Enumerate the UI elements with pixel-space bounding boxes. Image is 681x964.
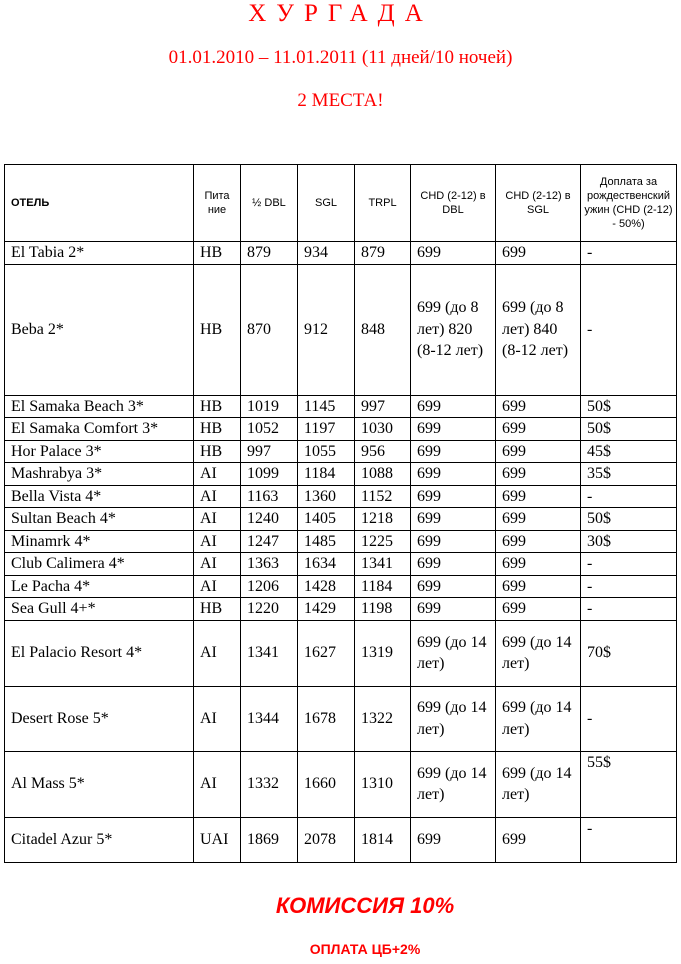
table-row [5,530,677,553]
cell-board: HB [194,264,241,395]
cell-xmas: 35$ [581,463,677,486]
cell-dbl: 1206 [241,575,298,598]
cell-hotel: El Samaka Beach 3* [5,395,194,418]
cell-board: HB [194,395,241,418]
cell-xmas: 70$ [581,620,677,686]
cell-xmas: - [581,575,677,598]
cell-dbl: 1240 [241,508,298,531]
col-header-chd-sgl: CHD (2-12) в SGL [496,165,581,242]
cell-sgl: 912 [298,264,355,395]
cell-board: AI [194,508,241,531]
cell-sgl: 1660 [298,751,355,817]
payment-note: ОПЛАТА ЦБ+2% [309,941,421,957]
cell-trpl: 1030 [355,418,411,441]
cell-trpl: 1341 [355,553,411,576]
cell-trpl: 879 [355,242,411,265]
cell-board: AI [194,686,241,751]
cell-hotel: Hor Palace 3* [5,440,194,463]
cell-board: UAI [194,817,241,862]
table-row [5,575,677,598]
cell-board: HB [194,598,241,621]
table-row [5,598,677,621]
cell-dbl: 1052 [241,418,298,441]
cell-board: AI [194,463,241,486]
cell-chd-sgl: 699 [496,440,581,463]
price-table [4,164,677,863]
cell-trpl: 1184 [355,575,411,598]
cell-hotel: El Samaka Comfort 3* [5,418,194,441]
cell-dbl: 870 [241,264,298,395]
cell-dbl: 997 [241,440,298,463]
table-row [5,463,677,486]
cell-hotel: Al Mass 5* [5,751,194,817]
cell-xmas: - [581,817,677,862]
cell-chd-dbl: 699 [411,575,496,598]
cell-xmas: 30$ [581,530,677,553]
cell-dbl: 1344 [241,686,298,751]
cell-trpl: 997 [355,395,411,418]
table-row [5,418,677,441]
cell-dbl: 1099 [241,463,298,486]
cell-board: AI [194,553,241,576]
col-header-chd-dbl: CHD (2-12) в DBL [411,165,496,242]
cell-hotel: Sultan Beach 4* [5,508,194,531]
cell-chd-sgl: 699 [496,553,581,576]
col-header-dbl: ½ DBL [241,165,298,242]
cell-chd-sgl: 699 [496,530,581,553]
cell-xmas: 50$ [581,418,677,441]
cell-sgl: 1405 [298,508,355,531]
cell-chd-dbl: 699 [411,553,496,576]
cell-board: HB [194,418,241,441]
cell-sgl: 1627 [298,620,355,686]
cell-sgl: 1485 [298,530,355,553]
cell-xmas: 45$ [581,440,677,463]
cell-chd-sgl: 699 [496,463,581,486]
cell-chd-dbl: 699 [411,530,496,553]
cell-trpl: 1218 [355,508,411,531]
cell-hotel: Desert Rose 5* [5,686,194,751]
cell-dbl: 1332 [241,751,298,817]
cell-hotel: Mashrabya 3* [5,463,194,486]
cell-hotel: El Tabia 2* [5,242,194,265]
cell-chd-sgl: 699 (до 8 лет) 840 (8-12 лет) [496,264,581,395]
cell-trpl: 1225 [355,530,411,553]
cell-xmas: - [581,485,677,508]
cell-sgl: 1428 [298,575,355,598]
cell-chd-sgl: 699 [496,575,581,598]
cell-chd-sgl: 699 (до 14 лет) [496,620,581,686]
seats-note: 2 МЕСТА! [297,90,384,111]
cell-dbl: 1341 [241,620,298,686]
cell-hotel: Citadel Azur 5* [5,817,194,862]
cell-chd-sgl: 699 [496,817,581,862]
cell-chd-sgl: 699 (до 14 лет) [496,751,581,817]
cell-sgl: 1145 [298,395,355,418]
table-header-row [5,165,677,242]
cell-board: AI [194,575,241,598]
col-header-hotel: ОТЕЛЬ [5,165,194,242]
table-row [5,242,677,265]
table-row [5,508,677,531]
cell-chd-dbl: 699 [411,418,496,441]
col-header-xmas: Доплата за рождественский ужин (CHD (2-12) - 50%) [581,165,677,242]
cell-xmas: 50$ [581,508,677,531]
cell-board: HB [194,242,241,265]
col-header-sgl: SGL [298,165,355,242]
cell-chd-sgl: 699 [496,598,581,621]
cell-xmas: - [581,242,677,265]
table-row [5,751,677,817]
cell-trpl: 1310 [355,751,411,817]
table-row [5,395,677,418]
cell-sgl: 1634 [298,553,355,576]
cell-dbl: 879 [241,242,298,265]
cell-sgl: 1184 [298,463,355,486]
table-row [5,485,677,508]
cell-dbl: 1220 [241,598,298,621]
cell-chd-dbl: 699 [411,485,496,508]
cell-sgl: 1055 [298,440,355,463]
cell-dbl: 1019 [241,395,298,418]
cell-xmas: - [581,264,677,395]
page-title: ХУРГАДА [248,0,433,27]
commission-note: КОМИССИЯ 10% [275,893,455,918]
cell-board: AI [194,485,241,508]
cell-board: AI [194,751,241,817]
table-row [5,440,677,463]
cell-trpl: 956 [355,440,411,463]
cell-trpl: 1319 [355,620,411,686]
table-row [5,620,677,686]
cell-sgl: 934 [298,242,355,265]
cell-hotel: Club Calimera 4* [5,553,194,576]
cell-xmas: - [581,598,677,621]
cell-dbl: 1363 [241,553,298,576]
col-header-trpl: TRPL [355,165,411,242]
cell-chd-sgl: 699 [496,395,581,418]
cell-hotel: Beba 2* [5,264,194,395]
cell-chd-dbl: 699 (до 8 лет) 820 (8-12 лет) [411,264,496,395]
cell-hotel: El Palacio Resort 4* [5,620,194,686]
cell-chd-sgl: 699 [496,508,581,531]
cell-chd-dbl: 699 [411,598,496,621]
cell-hotel: Bella Vista 4* [5,485,194,508]
cell-trpl: 1322 [355,686,411,751]
table-row [5,264,677,395]
cell-dbl: 1163 [241,485,298,508]
cell-board: HB [194,440,241,463]
cell-trpl: 1814 [355,817,411,862]
cell-trpl: 1198 [355,598,411,621]
table-row [5,686,677,751]
cell-chd-sgl: 699 [496,242,581,265]
cell-xmas: 50$ [581,395,677,418]
cell-hotel: Minamrk 4* [5,530,194,553]
cell-chd-sgl: 699 [496,485,581,508]
cell-chd-sgl: 699 [496,418,581,441]
cell-chd-dbl: 699 [411,817,496,862]
cell-dbl: 1869 [241,817,298,862]
cell-chd-dbl: 699 [411,440,496,463]
cell-sgl: 1678 [298,686,355,751]
cell-board: AI [194,620,241,686]
cell-board: AI [194,530,241,553]
cell-chd-dbl: 699 (до 14 лет) [411,751,496,817]
cell-sgl: 1197 [298,418,355,441]
cell-sgl: 1429 [298,598,355,621]
cell-chd-dbl: 699 (до 14 лет) [411,620,496,686]
cell-chd-dbl: 699 [411,508,496,531]
cell-chd-dbl: 699 [411,463,496,486]
cell-chd-dbl: 699 (до 14 лет) [411,686,496,751]
table-row [5,817,677,862]
cell-chd-dbl: 699 [411,242,496,265]
cell-sgl: 1360 [298,485,355,508]
cell-trpl: 848 [355,264,411,395]
cell-xmas: - [581,553,677,576]
table-row [5,553,677,576]
cell-chd-dbl: 699 [411,395,496,418]
cell-xmas: 55$ [581,751,677,817]
cell-hotel: Le Pacha 4* [5,575,194,598]
cell-dbl: 1247 [241,530,298,553]
col-header-board: Пита ние [194,165,241,242]
cell-trpl: 1088 [355,463,411,486]
cell-xmas: - [581,686,677,751]
cell-sgl: 2078 [298,817,355,862]
cell-hotel: Sea Gull 4+* [5,598,194,621]
cell-trpl: 1152 [355,485,411,508]
cell-chd-sgl: 699 (до 14 лет) [496,686,581,751]
date-range: 01.01.2010 – 11.01.2011 (11 дней/10 ночей) [168,47,513,68]
